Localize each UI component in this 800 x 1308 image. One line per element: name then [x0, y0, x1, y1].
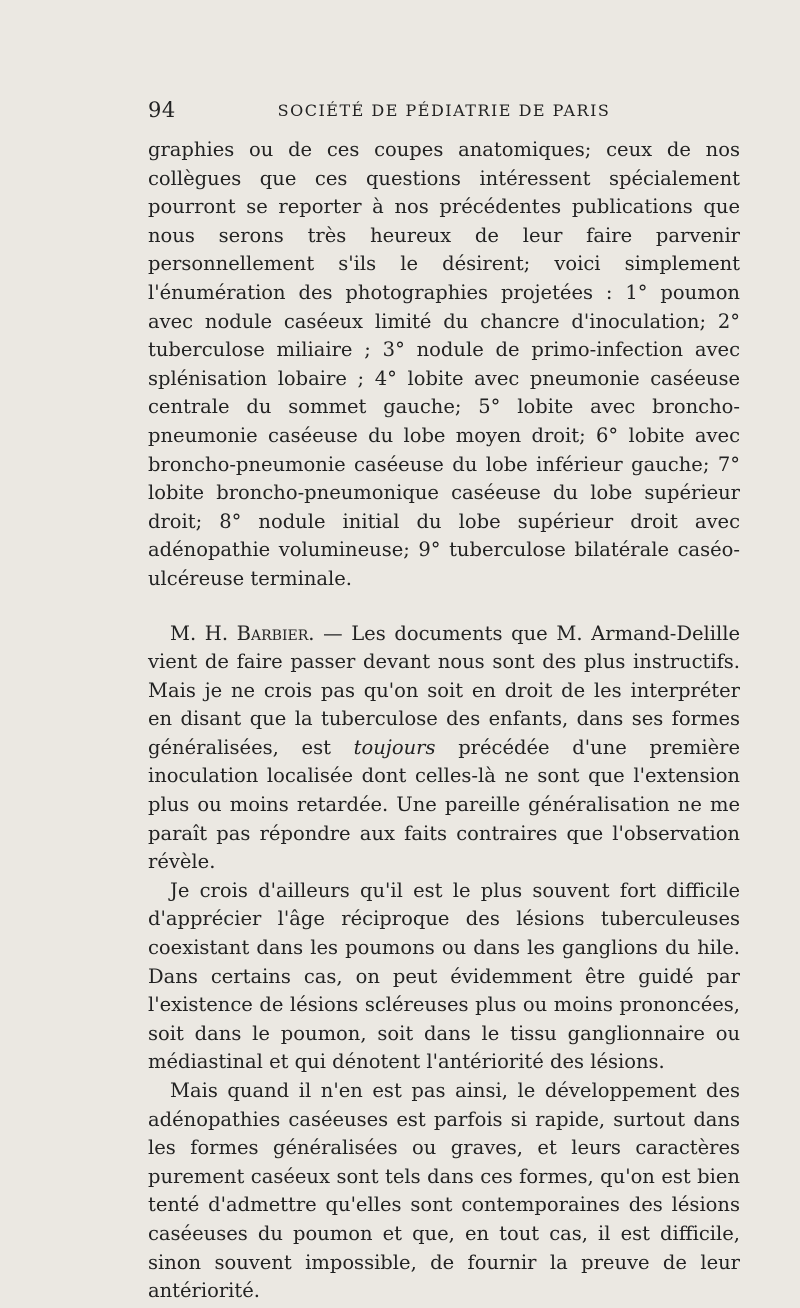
body-text [148, 136, 740, 1306]
paragraph-3: Je crois d'ailleurs qu'il est le plus souvent fort difficile d'apprécier l'âge réciproque des lésions tuberculeuses coexistant dans les poumons ou dans les ganglions du hile. Dans certains cas, on peut évidemment être guidé par l'existence de lésions scléreuses plus ou moins prononcées, soit dans le poumon, soit dans le tissu ganglionnaire ou médiastinal et qui dénotent l'antériorité des lésions. [148, 878, 740, 1074]
paragraph-4: Mais quand il n'en est pas ainsi, le développement des adénopathies caséeuses est parfois si rapide, surtout dans les formes généralisées ou graves, et leurs caractères purement caséeux sont tels dans ces formes, qu'on est bien tenté d'admettre qu'elles sont contemporaines des lésions caséeuses du poumon et que, en tout cas, il est difficile, sinon souvent impossible, de fournir la preuve de leur antériorité. [148, 1079, 740, 1303]
page-number: 94 [148, 98, 176, 122]
paragraph-2 [148, 620, 740, 877]
paragraph-2-text-b: précédée d'une première inoculation localisée dont celles-là ne sont que l'extension plus ou moins retardée. Une pareille généralisation ne me paraît pas répondre aux faits contraires que l'observation révèle. [148, 735, 740, 874]
speaker-initials: M. H. [170, 621, 229, 645]
paragraph-2-text-a: — Les documents que M. Armand-Delille vient de faire passer devant nous sont des plus instructifs. Mais je ne crois pas qu'on soit en droit de les interpréter en disant que la tuberculose des enfants, dans ses formes généralisées, est [148, 621, 740, 759]
speaker-name: Barbier. [236, 621, 315, 645]
paragraph-1: graphies ou de ces coupes anatomiques; ceux de nos collègues que ces questions intéressent spécialement pourront se reporter à nos précédentes publications que nous serons très heureux de leur faire parvenir personnellement s'ils le désirent; voici simplement l'énumération des photographies projetées : 1° poumon avec nodule caséeux limité du chancre d'inoculation; 2° tuberculose miliaire ; 3° nodule de primo-infection avec splénisation lobaire ; 4° lobite avec pneumonie caséeuse centrale du sommet gauche; 5° lobite avec broncho-pneumonie caséeuse du lobe moyen droit; 6° lobite avec broncho-pneumonie caséeuse du lobe inférieur gauche; 7° lobite broncho-pneumonique caséeuse du lobe supérieur droit; 8° nodule initial du lobe supérieur droit avec adénopathie volumineuse; 9° tuberculose bilatérale caséo-ulcéreuse terminale. [148, 138, 740, 590]
emphasis-toujours: toujours [353, 735, 436, 759]
page-header [148, 98, 740, 128]
running-title: SOCIÉTÉ DE PÉDIATRIE DE PARIS [277, 101, 611, 120]
